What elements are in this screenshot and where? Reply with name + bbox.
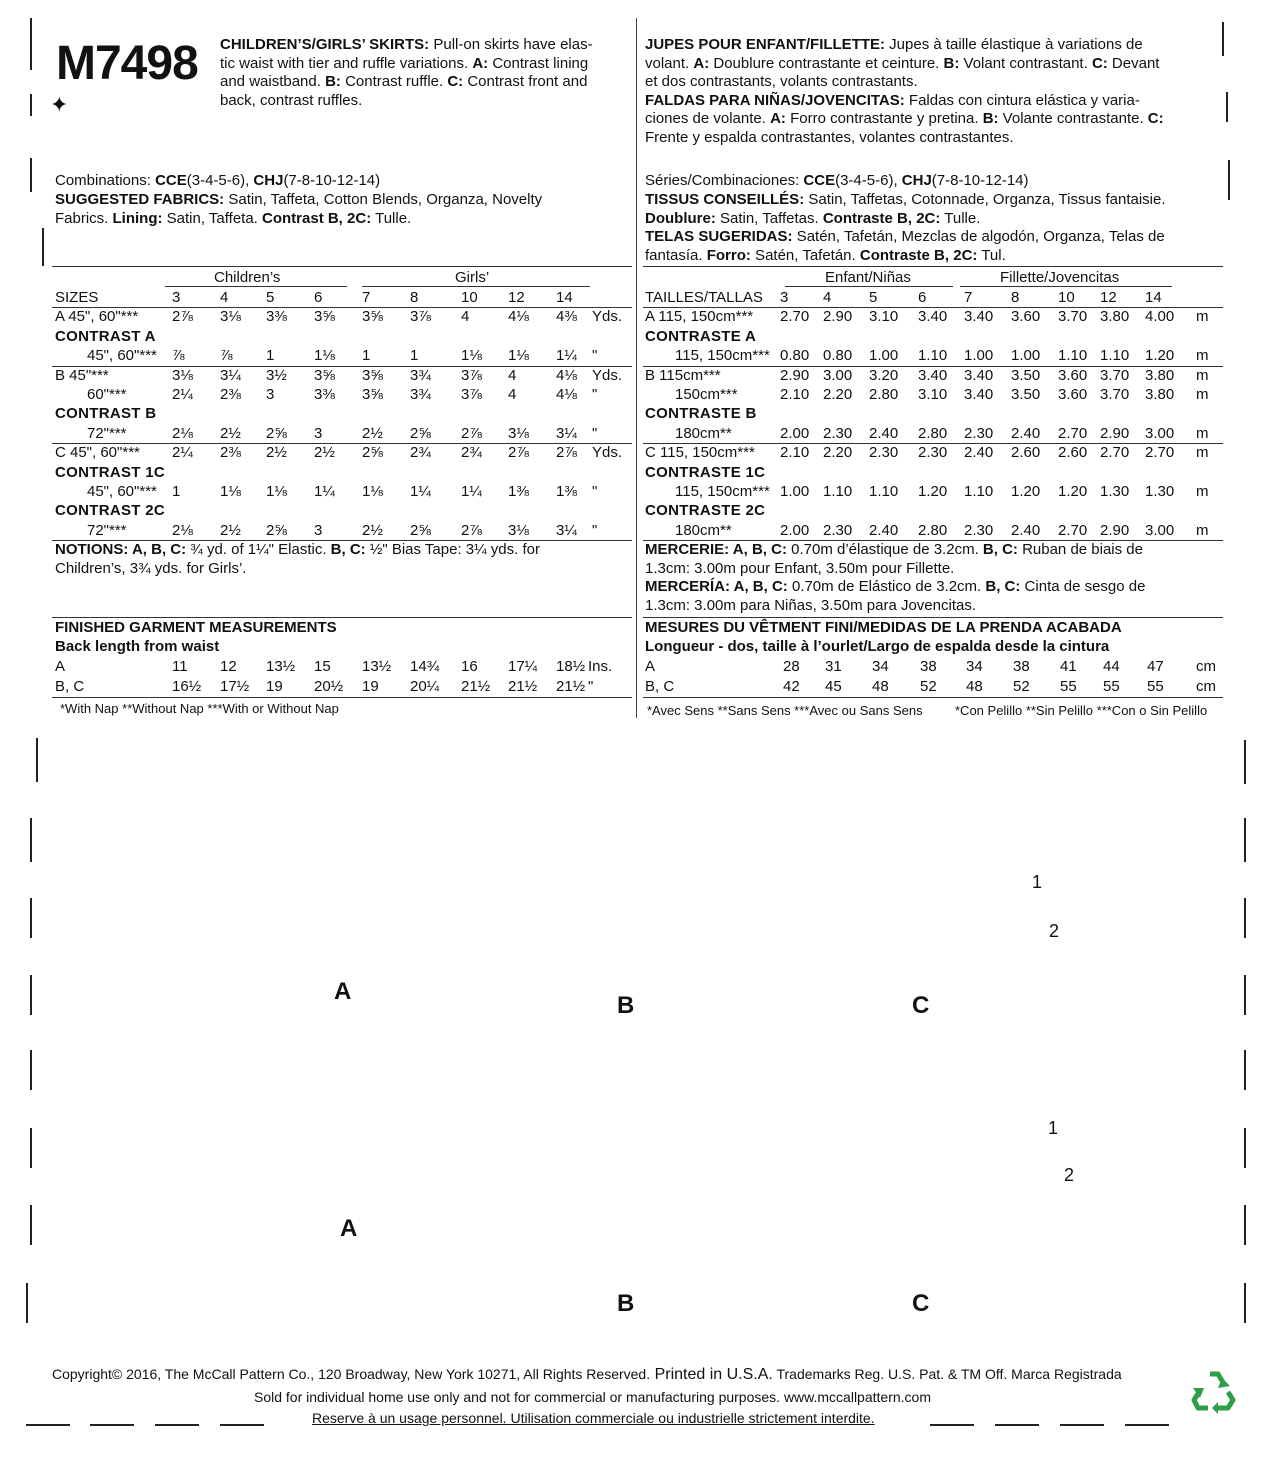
cell-value: 1.30 [1100, 483, 1130, 500]
cell-value: 2½ [362, 521, 383, 539]
cell-value: 3¼ [220, 366, 241, 384]
cell-value: 4⅛ [556, 366, 577, 384]
cell-value: 2⅞ [172, 308, 193, 326]
cell-value: 2.30 [964, 521, 994, 539]
cell-value: 38 [1013, 658, 1030, 675]
cell-value: 38 [920, 658, 937, 675]
row-label: 180cm** [675, 521, 732, 539]
size-col: 14 [556, 289, 573, 306]
cell-value: 3.60 [1058, 366, 1088, 384]
row-label: 150cm*** [675, 386, 738, 403]
es-nap-note: *Con Pelillo **Sin Pelillo ***Con o Sin Pelillo [955, 703, 1208, 718]
cell-value: 2.10 [780, 386, 810, 403]
size-col: 4 [823, 289, 832, 306]
row-label: B, C [645, 678, 675, 695]
unit: " [588, 678, 594, 695]
cell-value: 1.10 [823, 483, 853, 500]
unit: Yds. [592, 308, 623, 326]
cell-value: 2.00 [780, 424, 810, 442]
fr-measurements-sub: Longueur - dos, taille à l’ourlet/Largo de espalda desde la cintura [645, 638, 1110, 655]
en-measurements-sub: Back length from waist [55, 638, 220, 655]
group-header: Enfant/Niñas [825, 269, 911, 286]
cell-value: 2.70 [1100, 444, 1130, 462]
cell-value: 1¼ [461, 483, 482, 500]
cell-value: 4⅜ [556, 308, 577, 326]
size-col: 14 [1145, 289, 1162, 306]
border-mark [36, 738, 38, 782]
cell-value: 2⅝ [410, 424, 431, 442]
unit: m [1196, 386, 1209, 403]
callout-2: 2 [1064, 1165, 1075, 1185]
en-notions: NOTIONS: A, B, C: ¾ yd. of 1¼" Elastic. B, C: ½" Bias Tape: 3¼ yds. for Children’s, 3¾ yds. for Girls’. [55, 541, 540, 577]
cell-value: 31 [825, 658, 842, 675]
view-label-c: C [912, 1290, 930, 1317]
cell-value: 1.00 [869, 347, 899, 365]
cell-value: 2.30 [823, 521, 853, 539]
cell-value: 3 [314, 521, 323, 539]
cell-value: 1⅛ [508, 347, 529, 365]
sizes-label: SIZES [55, 289, 99, 306]
cell-value: 55 [1103, 678, 1120, 695]
cell-value: 2⅝ [362, 444, 383, 462]
cell-value: 21½ [461, 678, 491, 695]
row-label: CONTRAST 1C [55, 463, 165, 481]
row-label: 45", 60"*** [87, 347, 157, 365]
cell-value: 2.10 [780, 444, 810, 462]
cell-value: 1.10 [869, 483, 899, 500]
cell-value: 3⅝ [314, 308, 335, 326]
cell-value: 2.80 [869, 386, 899, 403]
cell-value: 2.80 [918, 424, 948, 442]
callout-1: 1 [1048, 1118, 1059, 1138]
cell-value: 1¼ [314, 483, 335, 500]
cell-value: 1⅛ [314, 347, 335, 365]
cell-value: 1.10 [918, 347, 948, 365]
cell-value: 2.70 [1145, 444, 1175, 462]
cell-value: 2.70 [1058, 521, 1088, 539]
group-header: Fillette/Jovencitas [1000, 269, 1120, 286]
cell-value: 2.60 [1058, 444, 1088, 462]
cell-value: 2.60 [1011, 444, 1041, 462]
cell-value: 3.40 [964, 386, 994, 403]
cell-value: 2.40 [869, 521, 899, 539]
row-label: C 45", 60"*** [55, 444, 140, 462]
cell-value: 1 [410, 347, 419, 365]
cell-value: 21½ [556, 678, 586, 695]
cell-value: 2.90 [780, 366, 810, 384]
cell-value: 2⅛ [172, 521, 193, 539]
cell-value: 3⅝ [362, 366, 383, 384]
size-col: 4 [220, 289, 229, 306]
row-label: CONTRASTE 2C [645, 502, 766, 520]
cell-value: 2¼ [172, 386, 193, 403]
row-label: A [645, 658, 656, 675]
cell-value: 2.70 [1058, 424, 1088, 442]
cell-value: 1.10 [964, 483, 994, 500]
cell-value: 3⅝ [362, 386, 383, 403]
unit: m [1196, 347, 1209, 365]
en-description: CHILDREN’S/GIRLS’ SKIRTS: Pull-on skirts have elas- tic waist with tier and ruffle variations. A: Contrast lining and waistband. B: Contrast ruffle. C: Contrast front and back, contrast ruffles. [220, 36, 593, 109]
row-label: CONTRAST B [55, 405, 157, 423]
cell-value: 4⅛ [508, 308, 529, 326]
cell-value: 1.20 [1058, 483, 1088, 500]
cell-value: 2½ [220, 424, 241, 442]
cell-value: 41 [1060, 658, 1077, 675]
cell-value: 2⅝ [266, 521, 287, 539]
cell-value: 1⅜ [556, 483, 577, 500]
cell-value: 2⅜ [220, 386, 241, 403]
cell-value: 21½ [508, 678, 538, 695]
size-col: 7 [964, 289, 973, 306]
cell-value: 4⅛ [556, 386, 577, 403]
cell-value: 28 [783, 658, 800, 675]
row-label: 45", 60"*** [87, 483, 157, 500]
size-col: 8 [1011, 289, 1020, 306]
size-col: 7 [362, 289, 371, 306]
cell-value: 1.00 [780, 483, 810, 500]
cell-value: 15 [314, 658, 331, 675]
callout-2: 2 [1049, 921, 1060, 941]
border-mark [1244, 740, 1246, 784]
group-header: Girls’ [455, 269, 490, 286]
cell-value: 55 [1060, 678, 1077, 695]
cell-value: 3⅞ [461, 366, 482, 384]
row-label: 115, 150cm*** [675, 347, 770, 365]
diamond-icon: ✦ [50, 92, 69, 117]
cell-value: 3.80 [1100, 308, 1130, 326]
row-label: A 45", 60"*** [55, 308, 139, 326]
cell-value: 16½ [172, 678, 202, 695]
cell-value: 3.40 [918, 366, 948, 384]
row-label: CONTRAST 2C [55, 502, 165, 520]
cell-value: 2½ [266, 444, 287, 462]
cell-value: 2.40 [1011, 424, 1041, 442]
row-label: B 45"*** [55, 366, 109, 384]
cell-value: 3.70 [1100, 366, 1130, 384]
cell-value: 2½ [314, 444, 335, 462]
unit: m [1196, 424, 1209, 442]
cell-value: 3.00 [1145, 424, 1175, 442]
cell-value: 1.20 [1145, 347, 1175, 365]
cell-value: 3.20 [869, 366, 899, 384]
cell-value: 19 [266, 678, 283, 695]
cell-value: 34 [872, 658, 889, 675]
cell-value: 1⅛ [266, 483, 287, 500]
en-combinations: Combinations: CCE(3-4-5-6), CHJ(7-8-10-12-14) [55, 172, 381, 189]
cell-value: 1 [362, 347, 371, 365]
view-label-a: A [340, 1215, 358, 1242]
french-use-line: Reserve à un usage personnel. Utilisation commerciale ou industrielle strictement interdite. [312, 1410, 875, 1426]
unit: " [592, 424, 598, 442]
cell-value: 55 [1147, 678, 1164, 695]
cell-value: 3.40 [964, 366, 994, 384]
row-label: 115, 150cm*** [675, 483, 770, 500]
fr-fabrics: TISSUS CONSEILLÉS: Satin, Taffetas, Cotonnade, Organza, Tissus fantaisie. Doublure: Satin, Taffetas. Contraste B, 2C: Tulle. TELAS SUGERIDAS: Satén, Tafetán, Mezclas de algodón, Organza, Telas de fantasía. Forro: Satén, Tafetán. Contraste B, 2C: Tul. [645, 191, 1166, 264]
cell-value: 2.90 [1100, 521, 1130, 539]
cell-value: 47 [1147, 658, 1164, 675]
row-label: CONTRASTE B [645, 405, 757, 423]
cell-value: 2.30 [964, 424, 994, 442]
cell-value: 3.10 [918, 386, 948, 403]
size-col: 10 [1058, 289, 1075, 306]
fr-yardage-table [0, 0, 1276, 620]
cell-value: 13½ [362, 658, 392, 675]
cell-value: 3⅛ [508, 424, 529, 442]
cell-value: 3.60 [1058, 386, 1088, 403]
cell-value: 2⅝ [410, 521, 431, 539]
cell-value: 1⅛ [362, 483, 383, 500]
fr-description: JUPES POUR ENFANT/FILLETTE: Jupes à taille élastique à variations de volant. A: Doublure contrastante et ceinture. B: Volant contrastant. C: Devant et dos contrastants, volants contrastants. FALDAS PARA NIÑAS/JOVENCITAS: Faldas con cintura elástica y varia- ciones de volante. A: Forro contrastante y pretina. B: Volante contrastante. C: Frente y espalda contrastantes, volantes contrastantes. [645, 36, 1164, 146]
cell-value: 3.70 [1058, 308, 1088, 326]
cell-value: 12 [220, 658, 237, 675]
cell-value: 45 [825, 678, 842, 695]
row-label: 60"*** [87, 386, 127, 403]
view-label-a: A [334, 978, 352, 1005]
group-header: Children’s [214, 269, 281, 286]
cell-value: 2.80 [918, 521, 948, 539]
unit: Yds. [592, 366, 623, 384]
cell-value: 42 [783, 678, 800, 695]
cell-value: 2⅞ [556, 444, 577, 462]
cell-value: 3½ [266, 366, 287, 384]
size-col: 8 [410, 289, 419, 306]
cell-value: 2.90 [823, 308, 853, 326]
cell-value: 2⅛ [172, 424, 193, 442]
cell-value: 1.20 [918, 483, 948, 500]
pattern-number: M7498 [56, 37, 198, 90]
cell-value: 2½ [220, 521, 241, 539]
cell-value: 3¼ [556, 521, 577, 539]
row-label: B, C [55, 678, 85, 695]
cell-value: 3 [266, 386, 275, 403]
size-col: 12 [508, 289, 525, 306]
cell-value: 4 [461, 308, 470, 326]
en-nap-note: *With Nap **Without Nap ***With or Without Nap [60, 701, 339, 716]
cell-value: 3.80 [1145, 366, 1175, 384]
cell-value: 48 [966, 678, 983, 695]
cell-value: 1 [172, 483, 181, 500]
cell-value: 3.10 [869, 308, 899, 326]
cell-value: 4 [508, 366, 517, 384]
row-label: CONTRAST A [55, 327, 156, 345]
unit: " [592, 521, 598, 539]
cell-value: 1⅛ [461, 347, 482, 365]
cell-value: 2⅞ [461, 424, 482, 442]
row-label: A [55, 658, 66, 675]
unit: " [592, 347, 598, 365]
en-measurements-title: FINISHED GARMENT MEASUREMENTS [55, 619, 337, 636]
cell-value: 13½ [266, 658, 296, 675]
cell-value: 1 [266, 347, 275, 365]
cell-value: 3⅛ [508, 521, 529, 539]
cell-value: 1¼ [556, 347, 577, 365]
cell-value: 3¾ [410, 386, 431, 403]
cell-value: 2⅞ [508, 444, 529, 462]
cell-value: 1⅛ [220, 483, 241, 500]
cell-value: 2.30 [869, 444, 899, 462]
cell-value: 3¾ [410, 366, 431, 384]
cell-value: 4.00 [1145, 308, 1175, 326]
row-label: A 115, 150cm*** [645, 308, 754, 326]
en-fabrics: SUGGESTED FABRICS: Satin, Taffeta, Cotton Blends, Organza, Novelty Fabrics. Lining: Satin, Taffeta. Contrast B, 2C: Tulle. [55, 191, 543, 227]
cell-value: 3.00 [1145, 521, 1175, 539]
unit: Ins. [588, 658, 613, 675]
cell-value: 2.30 [823, 424, 853, 442]
cell-value: ⅞ [220, 347, 233, 365]
cell-value: 34 [966, 658, 983, 675]
view-label-c: C [912, 992, 930, 1019]
cell-value: 3.50 [1011, 366, 1041, 384]
cell-value: 20½ [314, 678, 344, 695]
cell-value: 17½ [220, 678, 250, 695]
size-col: 6 [918, 289, 927, 306]
row-label: CONTRASTE 1C [645, 463, 766, 481]
fr-nap-note: *Avec Sens **Sans Sens ***Avec ou Sans Sens [647, 703, 923, 718]
cell-value: 3.00 [823, 366, 853, 384]
size-col: 5 [266, 289, 275, 306]
fr-combinations: Séries/Combinaciones: CCE(3-4-5-6), CHJ(7-8-10-12-14) [645, 172, 1029, 189]
view-label-b: B [617, 992, 635, 1019]
cell-value: 1.10 [1058, 347, 1088, 365]
cell-value: 1.30 [1145, 483, 1175, 500]
cell-value: 2.90 [1100, 424, 1130, 442]
cell-value: 3⅜ [266, 308, 287, 326]
size-col: 3 [780, 289, 789, 306]
cell-value: 2.20 [823, 444, 853, 462]
fr-measurements-title: MESURES DU VÊTMENT FINI/MEDIDAS DE LA PRENDA ACABADA [645, 619, 1122, 636]
cell-value: 4 [508, 386, 517, 403]
cell-value: 2.40 [964, 444, 994, 462]
cell-value: 48 [872, 678, 889, 695]
cell-value: 1¼ [410, 483, 431, 500]
cell-value: 0.80 [780, 347, 810, 365]
unit: " [592, 483, 598, 500]
unit: " [592, 386, 598, 403]
cell-value: 3.50 [1011, 386, 1041, 403]
cell-value: 2¾ [410, 444, 431, 462]
cell-value: 3⅛ [172, 366, 193, 384]
cell-value: 2½ [362, 424, 383, 442]
cell-value: 2⅝ [266, 424, 287, 442]
unit: m [1196, 521, 1209, 539]
unit: m [1196, 483, 1209, 500]
cell-value: 3.60 [1011, 308, 1041, 326]
callout-1: 1 [1032, 872, 1043, 892]
cell-value: ⅞ [172, 347, 185, 365]
cell-value: 18½ [556, 658, 586, 675]
unit: cm [1196, 658, 1216, 675]
cell-value: 2¾ [461, 444, 482, 462]
cell-value: 19 [362, 678, 379, 695]
row-label: C 115, 150cm*** [645, 444, 755, 462]
skirt-illustrations [0, 780, 1276, 1340]
cell-value: 52 [920, 678, 937, 695]
row-label: 72"*** [87, 521, 127, 539]
cell-value: 2⅜ [220, 444, 241, 462]
cell-value: 2.30 [918, 444, 948, 462]
cell-value: 2¼ [172, 444, 193, 462]
cell-value: 3.70 [1100, 386, 1130, 403]
cell-value: 3⅝ [362, 308, 383, 326]
cell-value: 16 [461, 658, 478, 675]
recycle-icon [1188, 1366, 1242, 1416]
cell-value: 1⅜ [508, 483, 529, 500]
cell-value: 2.40 [1011, 521, 1041, 539]
size-col: 3 [172, 289, 181, 306]
cell-value: 44 [1103, 658, 1120, 675]
cell-value: 1.00 [964, 347, 994, 365]
home-use-line: Sold for individual home use only and not for commercial or manufacturing purposes. www.mccallpattern.com [254, 1389, 931, 1405]
copyright-line: Copyright© 2016, The McCall Pattern Co., 120 Broadway, New York 10271, All Rights Reserved. Printed in U.S.A. Trademarks Reg. U.S. Pat. & TM Off. Marca Registrada [52, 1366, 1122, 1383]
row-label: 180cm** [675, 424, 732, 442]
cell-value: 52 [1013, 678, 1030, 695]
row-label: 72"*** [87, 424, 127, 442]
cell-value: 1.10 [1100, 347, 1130, 365]
unit: m [1196, 308, 1209, 326]
unit: cm [1196, 678, 1216, 695]
unit: m [1196, 366, 1209, 384]
view-label-b: B [617, 1290, 635, 1317]
size-col: 10 [461, 289, 478, 306]
cell-value: 0.80 [823, 347, 853, 365]
cell-value: 3⅞ [410, 308, 431, 326]
cell-value: 3⅜ [314, 386, 335, 403]
cell-value: 3⅞ [461, 386, 482, 403]
cell-value: 3⅛ [220, 308, 241, 326]
sizes-label: TAILLES/TALLAS [645, 289, 763, 306]
cell-value: 2.00 [780, 521, 810, 539]
cell-value: 14¾ [410, 658, 440, 675]
size-col: 6 [314, 289, 323, 306]
cell-value: 1.00 [1011, 347, 1041, 365]
size-col: 12 [1100, 289, 1117, 306]
cell-value: 2.40 [869, 424, 899, 442]
cell-value: 1.20 [1011, 483, 1041, 500]
cell-value: 2.20 [823, 386, 853, 403]
cell-value: 3.40 [918, 308, 948, 326]
cell-value: 11 [172, 658, 188, 675]
row-label: B 115cm*** [645, 366, 721, 384]
fr-notions: MERCERIE: A, B, C: 0.70m d’élastique de 3.2cm. B, C: Ruban de biais de 1.3cm: 3.00m pour Enfant, 3.50m pour Fillette. MERCERÍA: A, B, C: 0.70m de Elástico de 3.2cm. B, C: Cinta de sesgo de 1.3cm: 3.00m para Niñas, 3.50m para Jovencitas. [645, 541, 1146, 614]
cell-value: 20¼ [410, 678, 440, 695]
cell-value: 17¼ [508, 658, 538, 675]
unit: m [1196, 444, 1209, 462]
cell-value: 3⅝ [314, 366, 335, 384]
cell-value: 3.40 [964, 308, 994, 326]
unit: Yds. [592, 444, 623, 462]
cell-value: 3 [314, 424, 323, 442]
cell-value: 3¼ [556, 424, 577, 442]
cell-value: 3.80 [1145, 386, 1175, 403]
row-label: CONTRASTE A [645, 327, 757, 345]
cell-value: 2⅞ [461, 521, 482, 539]
size-col: 5 [869, 289, 878, 306]
cell-value: 2.70 [780, 308, 810, 326]
